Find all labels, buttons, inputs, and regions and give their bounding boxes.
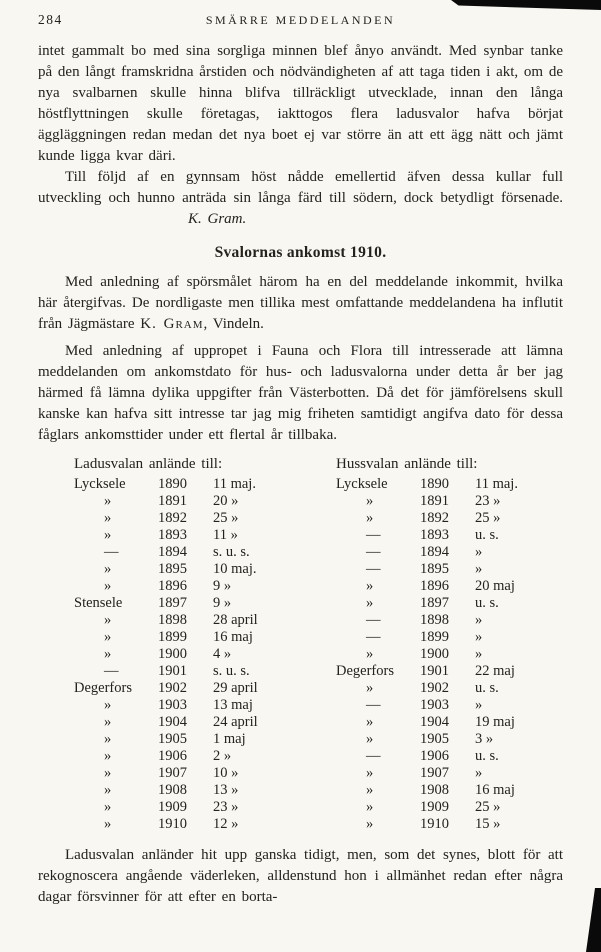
- year-cell: 1892: [158, 510, 187, 526]
- place-cell: —: [366, 527, 381, 543]
- place-cell: »: [104, 697, 112, 713]
- year-cell: 1899: [158, 629, 187, 645]
- date-cell: 29 april: [213, 680, 258, 696]
- year-cell: 1905: [420, 731, 449, 747]
- table-row: [336, 561, 542, 578]
- date-cell: 12 »: [213, 816, 239, 832]
- table-row: [336, 782, 542, 799]
- place-cell: —: [366, 629, 381, 645]
- table-row: [336, 629, 542, 646]
- year-cell: 1907: [158, 765, 187, 781]
- hussvalan-table-body: [336, 476, 542, 833]
- hussvalan-table: [336, 454, 542, 833]
- year-cell: 1897: [420, 595, 449, 611]
- place-cell: »: [366, 595, 374, 611]
- place-cell: »: [366, 493, 374, 509]
- date-cell: 15 »: [475, 816, 501, 832]
- date-cell: 1 maj: [213, 731, 246, 747]
- year-cell: 1900: [158, 646, 187, 662]
- year-cell: 1903: [420, 697, 449, 713]
- year-cell: 1892: [420, 510, 449, 526]
- place-cell: Degerfors: [336, 663, 394, 679]
- paragraph-conclusion-text: Till följd af en gynnsam höst nådde emellertid äfven dessa kullar full utveckling och hunno anträda sin långa färd till södern, dock betydligt försenade.: [38, 169, 563, 206]
- table-row: [74, 765, 280, 782]
- place-cell: »: [104, 493, 112, 509]
- date-cell: 19 maj: [475, 714, 515, 730]
- date-cell: 4 »: [213, 646, 232, 662]
- date-cell: 22 maj: [475, 663, 515, 679]
- table-row: [74, 799, 280, 816]
- table-row: [336, 731, 542, 748]
- date-cell: »: [475, 765, 483, 781]
- date-cell: 20 »: [213, 493, 239, 509]
- year-cell: 1903: [158, 697, 187, 713]
- table-row: [336, 612, 542, 629]
- paragraph-letter: Med anledning af uppropet i Fauna och Flora till intresserade att lämna meddelanden om ankomstdato för hus- och ladusvalorna under detta år ber jag härmed få lämna dylika uppgifter från Västerbotten. Då det för jämförelsens skull kanske kan hafva sitt intresse tar jag mig friheten samtidigt angifva dato för dessa fåglars ankomsttider under ett flertal år tillbaka.: [38, 343, 563, 443]
- year-cell: 1898: [158, 612, 187, 628]
- year-cell: 1906: [158, 748, 187, 764]
- place-cell: »: [366, 816, 374, 832]
- table-row: [74, 816, 280, 833]
- place-cell: —: [366, 612, 381, 628]
- year-cell: 1897: [158, 595, 187, 611]
- year-cell: 1899: [420, 629, 449, 645]
- year-cell: 1908: [158, 782, 187, 798]
- table-row: [74, 493, 280, 510]
- table-row: [74, 578, 280, 595]
- paragraph-intro: [38, 272, 563, 335]
- table-row: [336, 680, 542, 697]
- year-cell: 1901: [420, 663, 449, 679]
- date-cell: 25 »: [475, 510, 501, 526]
- table-row: [336, 510, 542, 527]
- date-cell: 24 april: [213, 714, 258, 730]
- intro-location: , Vindeln.: [203, 316, 264, 332]
- table-row: [74, 731, 280, 748]
- ladusvalan-table-body: [74, 476, 280, 833]
- table-row: [74, 544, 280, 561]
- date-cell: 2 »: [213, 748, 232, 764]
- place-cell: —: [366, 561, 381, 577]
- year-cell: 1890: [420, 476, 449, 492]
- year-cell: 1908: [420, 782, 449, 798]
- place-cell: Stensele: [74, 595, 123, 611]
- ladusvalan-table: [74, 454, 280, 833]
- year-cell: 1904: [158, 714, 187, 730]
- ladusvalan-table-header: Ladusvalan anlände till:: [74, 456, 223, 472]
- table-row: [74, 476, 280, 493]
- year-cell: 1891: [420, 493, 449, 509]
- place-cell: —: [104, 663, 119, 679]
- year-cell: 1895: [158, 561, 187, 577]
- place-cell: »: [104, 646, 112, 662]
- date-cell: 23 »: [475, 493, 501, 509]
- place-cell: Lycksele: [336, 476, 388, 492]
- table-row: [336, 799, 542, 816]
- date-cell: »: [475, 544, 483, 560]
- table-row: [74, 680, 280, 697]
- table-row: [74, 748, 280, 765]
- year-cell: 1906: [420, 748, 449, 764]
- date-cell: 25 »: [213, 510, 239, 526]
- table-row: [336, 493, 542, 510]
- place-cell: »: [366, 799, 374, 815]
- date-cell: »: [475, 646, 483, 662]
- place-cell: »: [104, 748, 112, 764]
- date-cell: »: [475, 697, 483, 713]
- table-row: [336, 714, 542, 731]
- date-cell: 11 »: [213, 527, 238, 543]
- paragraph-continuation: intet gammalt bo med sina sorgliga minnen blef ånyo användt. Med synbar tanke på den långt framskridna årstiden och nödvändigheten af att taga tiden i akt, om de nya svalbarnen skulle hinna blifva tillräckligt utvecklade, innan den långa höstflyttningen skulle företagas, iakttogos flera ladusvalor hafva börjat äggläggningen redan medan det nya boet ej var större än att ett ägg nätt och jämt kunde ligga kvar däri.: [38, 43, 563, 164]
- table-row: [74, 663, 280, 680]
- correspondent-name: K. Gram: [140, 316, 204, 332]
- date-cell: s. u. s.: [213, 544, 250, 560]
- place-cell: »: [366, 714, 374, 730]
- place-cell: »: [104, 527, 112, 543]
- year-cell: 1909: [158, 799, 187, 815]
- hussvalan-table-header: Hussvalan anlände till:: [336, 456, 478, 472]
- date-cell: »: [475, 629, 483, 645]
- place-cell: »: [104, 561, 112, 577]
- table-row: [74, 629, 280, 646]
- place-cell: —: [366, 697, 381, 713]
- date-cell: 16 maj: [475, 782, 515, 798]
- date-cell: 10 »: [213, 765, 239, 781]
- date-cell: 9 »: [213, 595, 232, 611]
- table-row: [336, 697, 542, 714]
- place-cell: —: [366, 748, 381, 764]
- place-cell: »: [104, 714, 112, 730]
- table-row: [74, 561, 280, 578]
- place-cell: »: [366, 782, 374, 798]
- place-cell: —: [104, 544, 119, 560]
- place-cell: »: [104, 765, 112, 781]
- year-cell: 1893: [158, 527, 187, 543]
- paragraph-closing: Ladusvalan anländer hit upp ganska tidigt, men, som det synes, blott för att rekognoscera angående väderleken, alldenstund hon i allmänhet redan efter några dagar försvinner för att efter en borta-: [38, 847, 563, 905]
- author-signature: K. Gram.: [188, 211, 247, 227]
- place-cell: »: [104, 816, 112, 832]
- table-row: [74, 714, 280, 731]
- table-row: [336, 663, 542, 680]
- table-row: [336, 765, 542, 782]
- date-cell: u. s.: [475, 527, 499, 543]
- place-cell: »: [104, 510, 112, 526]
- table-row: [74, 697, 280, 714]
- place-cell: »: [104, 799, 112, 815]
- place-cell: »: [366, 510, 374, 526]
- year-cell: 1898: [420, 612, 449, 628]
- article-heading: Svalornas ankomst 1910.: [214, 244, 387, 261]
- year-cell: 1902: [420, 680, 449, 696]
- year-cell: 1890: [158, 476, 187, 492]
- table-row: [74, 510, 280, 527]
- date-cell: 3 »: [475, 731, 494, 747]
- table-row: [74, 782, 280, 799]
- place-cell: »: [366, 646, 374, 662]
- table-row: [336, 527, 542, 544]
- date-cell: u. s.: [475, 595, 499, 611]
- date-cell: 28 april: [213, 612, 258, 628]
- place-cell: »: [104, 612, 112, 628]
- date-cell: 23 »: [213, 799, 239, 815]
- date-cell: 13 maj: [213, 697, 253, 713]
- place-cell: »: [104, 782, 112, 798]
- year-cell: 1891: [158, 493, 187, 509]
- place-cell: »: [104, 731, 112, 747]
- year-cell: 1910: [158, 816, 187, 832]
- date-cell: »: [475, 561, 483, 577]
- table-row: [336, 748, 542, 765]
- table-row: [336, 578, 542, 595]
- place-cell: »: [366, 765, 374, 781]
- year-cell: 1893: [420, 527, 449, 543]
- page-number: 284: [38, 12, 63, 27]
- table-row: [336, 646, 542, 663]
- year-cell: 1894: [420, 544, 449, 560]
- paragraph-conclusion: [38, 167, 563, 230]
- table-row: [74, 646, 280, 663]
- year-cell: 1896: [158, 578, 187, 594]
- year-cell: 1907: [420, 765, 449, 781]
- table-row: [336, 816, 542, 833]
- date-cell: s. u. s.: [213, 663, 250, 679]
- place-cell: —: [366, 544, 381, 560]
- table-row: [74, 595, 280, 612]
- table-row: [336, 476, 542, 493]
- date-cell: 10 maj.: [213, 561, 257, 577]
- date-cell: »: [475, 612, 483, 628]
- place-cell: »: [104, 629, 112, 645]
- running-header: [38, 12, 563, 28]
- date-cell: 11 maj.: [475, 476, 518, 492]
- year-cell: 1910: [420, 816, 449, 832]
- place-cell: Lycksele: [74, 476, 126, 492]
- date-cell: 20 maj: [475, 578, 515, 594]
- place-cell: »: [366, 731, 374, 747]
- year-cell: 1905: [158, 731, 187, 747]
- table-row: [336, 544, 542, 561]
- place-cell: Degerfors: [74, 680, 132, 696]
- date-cell: u. s.: [475, 680, 499, 696]
- date-cell: 16 maj: [213, 629, 253, 645]
- date-cell: 11 maj.: [213, 476, 256, 492]
- table-row: [74, 612, 280, 629]
- date-cell: u. s.: [475, 748, 499, 764]
- date-cell: 13 »: [213, 782, 239, 798]
- year-cell: 1896: [420, 578, 449, 594]
- year-cell: 1894: [158, 544, 187, 560]
- year-cell: 1901: [158, 663, 187, 679]
- place-cell: »: [366, 680, 374, 696]
- intro-text: Med anledning af spörsmålet härom ha en del meddelande inkommit, hvilka här återgifvas. De nordligaste men tillika mest omfattande meddelandena ha influtit från Jägmästare: [38, 274, 563, 332]
- date-cell: 9 »: [213, 578, 232, 594]
- running-title: SMÄRRE MEDDELANDEN: [205, 13, 396, 27]
- table-row: [74, 527, 280, 544]
- arrival-tables: [74, 454, 563, 833]
- place-cell: »: [104, 578, 112, 594]
- place-cell: »: [366, 578, 374, 594]
- year-cell: 1909: [420, 799, 449, 815]
- year-cell: 1902: [158, 680, 187, 696]
- year-cell: 1900: [420, 646, 449, 662]
- year-cell: 1904: [420, 714, 449, 730]
- year-cell: 1895: [420, 561, 449, 577]
- table-row: [336, 595, 542, 612]
- date-cell: 25 »: [475, 799, 501, 815]
